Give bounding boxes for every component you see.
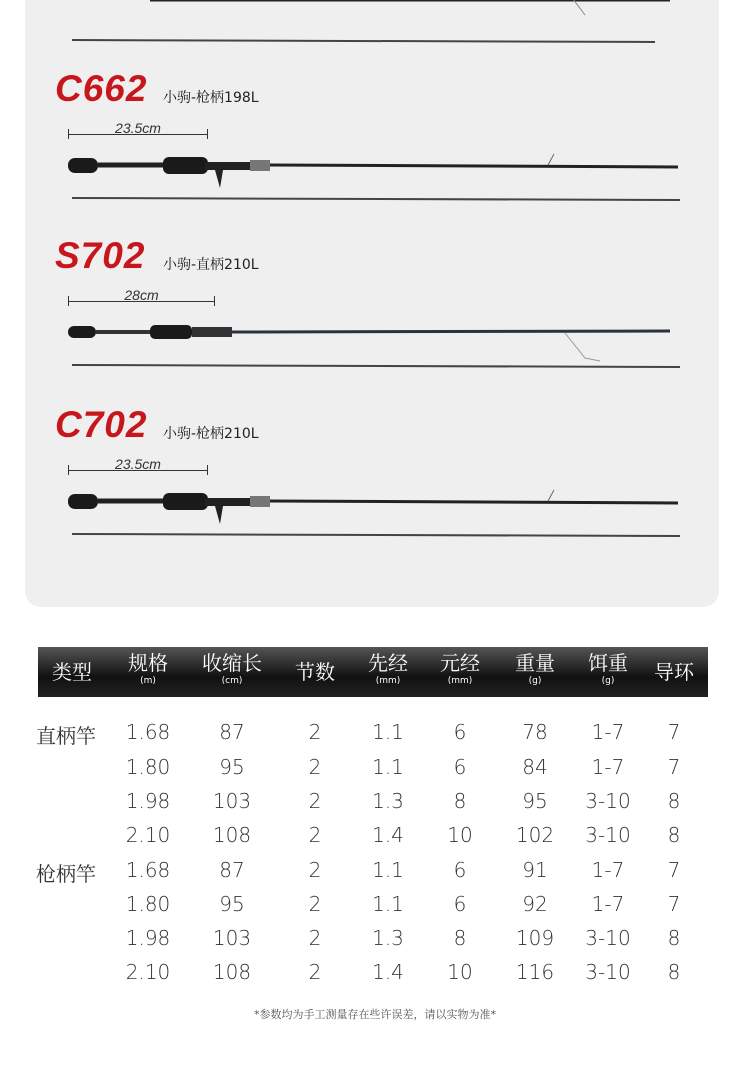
- column-header: 类型: [52, 660, 92, 684]
- rod-model-name: 小驹-枪柄198L: [163, 90, 259, 106]
- table-cell: 1.1: [372, 755, 404, 779]
- rod-model-name: 小驹-枪柄210L: [163, 426, 259, 442]
- table-cell: 1.98: [125, 926, 171, 950]
- handle-length-marker: [68, 129, 208, 139]
- table-cell: 2: [308, 720, 322, 744]
- table-cell: 8: [453, 789, 467, 813]
- table-cell: 103: [212, 926, 252, 950]
- table-cell: 2: [308, 892, 322, 916]
- table-cell: 1.4: [372, 823, 404, 847]
- table-cell: 1-7: [591, 720, 625, 744]
- column-header: 收缩长 (cm): [202, 651, 262, 686]
- table-cell: 1.68: [125, 720, 171, 744]
- table-cell: 2: [308, 926, 322, 950]
- table-cell: 87: [219, 720, 245, 744]
- table-cell: 2: [308, 823, 322, 847]
- table-cell: 1-7: [591, 755, 625, 779]
- handle-length-label: 23.5cm: [115, 456, 161, 472]
- table-cell: 8: [667, 926, 681, 950]
- column-header: 重量 (g): [515, 651, 555, 686]
- table-cell: 3-10: [585, 823, 631, 847]
- table-cell: 7: [667, 720, 681, 744]
- table-cell: 1-7: [591, 892, 625, 916]
- table-cell: 1.3: [372, 789, 404, 813]
- column-header: 饵重 (g): [588, 651, 628, 686]
- column-header: 节数: [295, 660, 335, 684]
- column-header: 规格 (m): [128, 651, 168, 686]
- rod-image: [0, 146, 750, 216]
- table-cell: 108: [212, 960, 252, 984]
- table-cell: 1.80: [125, 892, 171, 916]
- handle-length-label: 28cm: [124, 287, 159, 303]
- table-cell: 3-10: [585, 926, 631, 950]
- rod-model-code: C702: [55, 404, 148, 445]
- table-cell: 2: [308, 858, 322, 882]
- table-cell: 8: [667, 823, 681, 847]
- rod-image-partial: [0, 0, 750, 45]
- table-cell: 1.4: [372, 960, 404, 984]
- table-cell: 7: [667, 755, 681, 779]
- table-cell: 1.1: [372, 858, 404, 882]
- table-cell: 2.10: [125, 960, 171, 984]
- table-cell: 8: [667, 960, 681, 984]
- table-cell: 7: [667, 858, 681, 882]
- rod-model-name: 小驹-直柄210L: [163, 257, 259, 273]
- table-cell: 95: [219, 755, 245, 779]
- spec-table-header: [38, 647, 708, 697]
- table-cell: 2.10: [125, 823, 171, 847]
- table-cell: 1.1: [372, 720, 404, 744]
- table-cell: 8: [667, 789, 681, 813]
- table-cell: 84: [522, 755, 548, 779]
- table-cell: 6: [453, 720, 467, 744]
- table-cell: 92: [522, 892, 548, 916]
- rod-model-code: S702: [55, 235, 146, 276]
- table-cell: 1.98: [125, 789, 171, 813]
- rod-model-code: C662: [55, 68, 148, 109]
- column-header: 元经 (mm): [440, 651, 480, 686]
- rod-image: [0, 482, 750, 552]
- table-cell: 1-7: [591, 858, 625, 882]
- handle-length-label: 23.5cm: [115, 120, 161, 136]
- type-label: 直柄竿: [36, 724, 96, 748]
- column-header: 先经 (mm): [368, 651, 408, 686]
- rod-image: [0, 313, 750, 383]
- table-cell: 87: [219, 858, 245, 882]
- table-cell: 95: [522, 789, 548, 813]
- disclaimer-note: *参数均为手工测量存在些许误差，请以实物为准*: [254, 1008, 496, 1021]
- table-cell: 8: [453, 926, 467, 950]
- table-cell: 2: [308, 789, 322, 813]
- table-cell: 116: [515, 960, 555, 984]
- table-cell: 95: [219, 892, 245, 916]
- table-cell: 6: [453, 892, 467, 916]
- table-cell: 91: [522, 858, 548, 882]
- table-cell: 78: [522, 720, 548, 744]
- table-cell: 7: [667, 892, 681, 916]
- table-cell: 102: [515, 823, 555, 847]
- table-cell: 1.80: [125, 755, 171, 779]
- table-cell: 1.68: [125, 858, 171, 882]
- table-cell: 6: [453, 755, 467, 779]
- handle-length-marker: [68, 465, 208, 475]
- table-cell: 109: [515, 926, 555, 950]
- table-cell: 2: [308, 755, 322, 779]
- type-label: 枪柄竿: [36, 862, 96, 886]
- table-cell: 2: [308, 960, 322, 984]
- table-cell: 3-10: [585, 960, 631, 984]
- table-cell: 1.3: [372, 926, 404, 950]
- table-cell: 103: [212, 789, 252, 813]
- column-header: 导环: [654, 660, 694, 684]
- table-cell: 108: [212, 823, 252, 847]
- handle-length-marker: [68, 296, 215, 306]
- table-cell: 3-10: [585, 789, 631, 813]
- table-cell: 10: [447, 823, 473, 847]
- table-cell: 1.1: [372, 892, 404, 916]
- table-cell: 6: [453, 858, 467, 882]
- table-cell: 10: [447, 960, 473, 984]
